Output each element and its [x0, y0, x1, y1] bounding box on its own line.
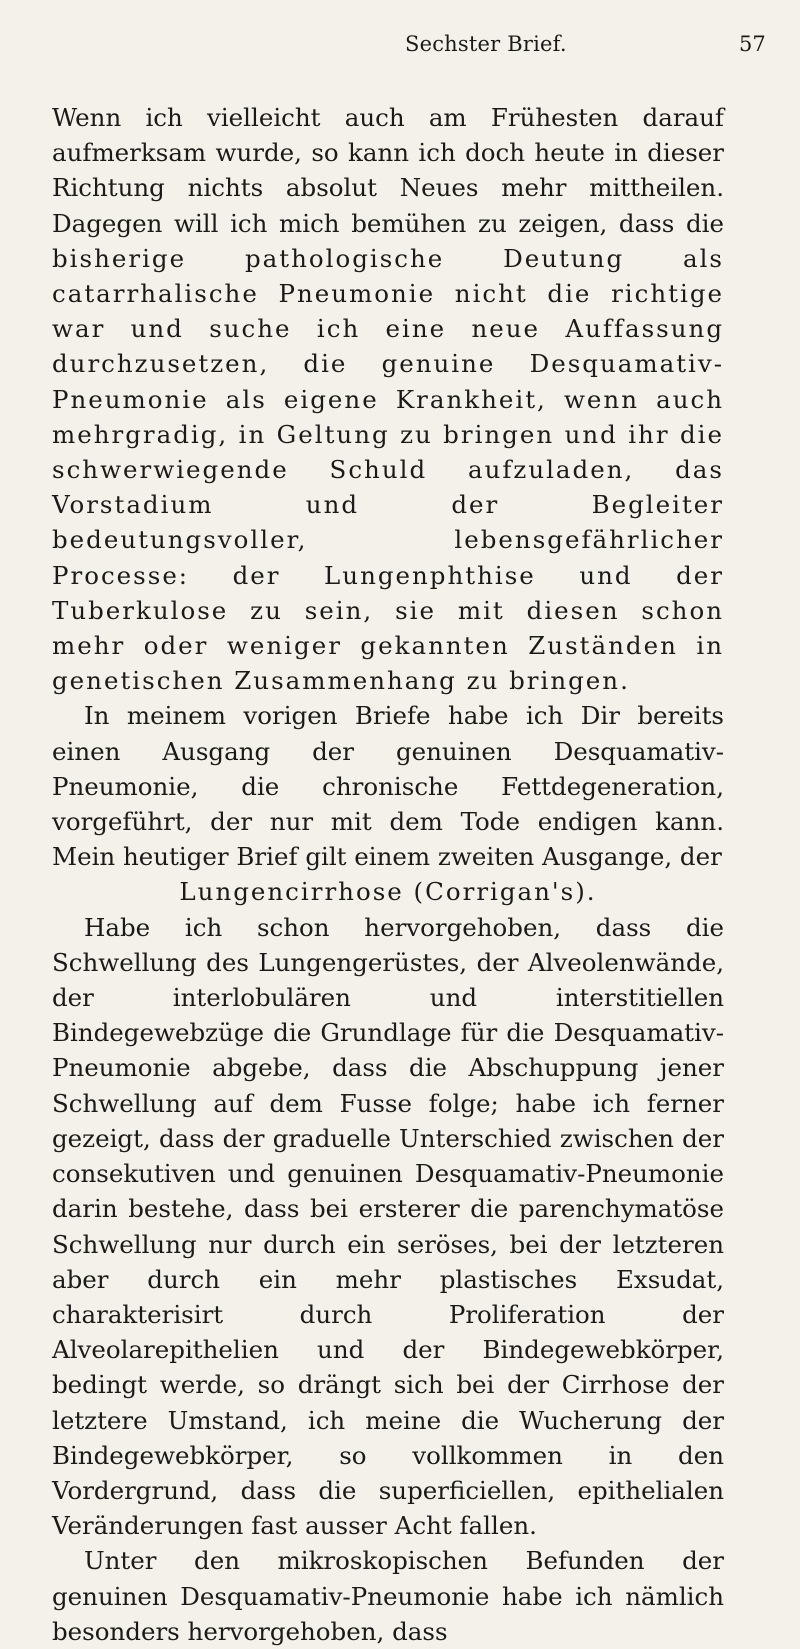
paragraph-2 [52, 698, 724, 909]
paragraph-4-text: Unter den mikroskopischen Befunden der genuinen Desquamativ-Pneumonie habe ich nämlich besonders hervorgehoben, dass [52, 1546, 724, 1646]
centered-heading-line: Lungencirrhose (Corrigan's). [179, 877, 597, 907]
paragraph-1 [52, 100, 724, 698]
running-title: Sechster Brief. [405, 32, 567, 56]
paragraph-4 [52, 1543, 724, 1649]
paragraph-3-text: Habe ich schon hervorgehoben, dass die Schwellung des Lungengerüstes, der Alveolenwände, der interlobulären und interstitiellen Bindegewebzüge die Grundlage für die Desquamativ-Pneumonie abgebe, dass die Abschuppung jener Schwellung auf dem Fusse folge; habe ich ferner gezeigt, dass der graduelle Unterschied zwischen der consekutiven und genuinen Desquamativ-Pneumonie darin bestehe, dass bei ersterer die parenchymatöse Schwellung nur durch ein seröses, bei der letzteren aber durch ein mehr plastisches Exsudat, charakterisirt durch Proliferation der Alveolarepithelien und der Bindegewebkörper, bedingt werde, so drängt sich bei der Cirrhose der letztere Umstand, ich meine die Wucherung der Bindegewebkörper, so vollkommen in den Vordergrund, dass die superficiellen, epithelialen Veränderungen fast ausser Acht fallen. [52, 912, 724, 1541]
page-number: 57 [739, 32, 766, 56]
running-head [0, 32, 800, 62]
paragraph-2-text: In meinem vorigen Briefe habe ich Dir bereits einen Ausgang der genuinen Desquamativ-Pneumonie, die chronische Fettdegeneration, vorgeführt, der nur mit dem Tode endigen kann. Mein heutiger Brief gilt einem zweiten Ausgange, der [52, 701, 724, 872]
paragraph-3 [52, 910, 724, 1544]
paragraph-1-spaced-text: bisherige pathologische Deutung als catarrhalische Pneumonie nicht die richtige war und suche ich eine neue Auffassung durchzusetzen, die genuine Desquamativ-Pneumonie als eigene Krankheit, wenn auch mehrgradig, in Geltung zu bringen und ihr die schwerwiegende Schuld aufzuladen, das Vorstadium und der Begleiter bedeutungsvoller, lebensgefährlicher Processe: der Lungenphthise und der Tuberkulose zu sein, sie mit diesen schon mehr oder weniger gekannten Zuständen in genetischen Zusammenhang zu bringen. [52, 243, 724, 696]
body-text [52, 100, 724, 1649]
paragraph-1-text: Wenn ich vielleicht auch am Frühesten darauf aufmerksam wurde, so kann ich doch heute in dieser Richtung nichts absolut Neues mehr mittheilen. Dagegen will ich mich bemühen zu zeigen, dass die [52, 103, 724, 238]
